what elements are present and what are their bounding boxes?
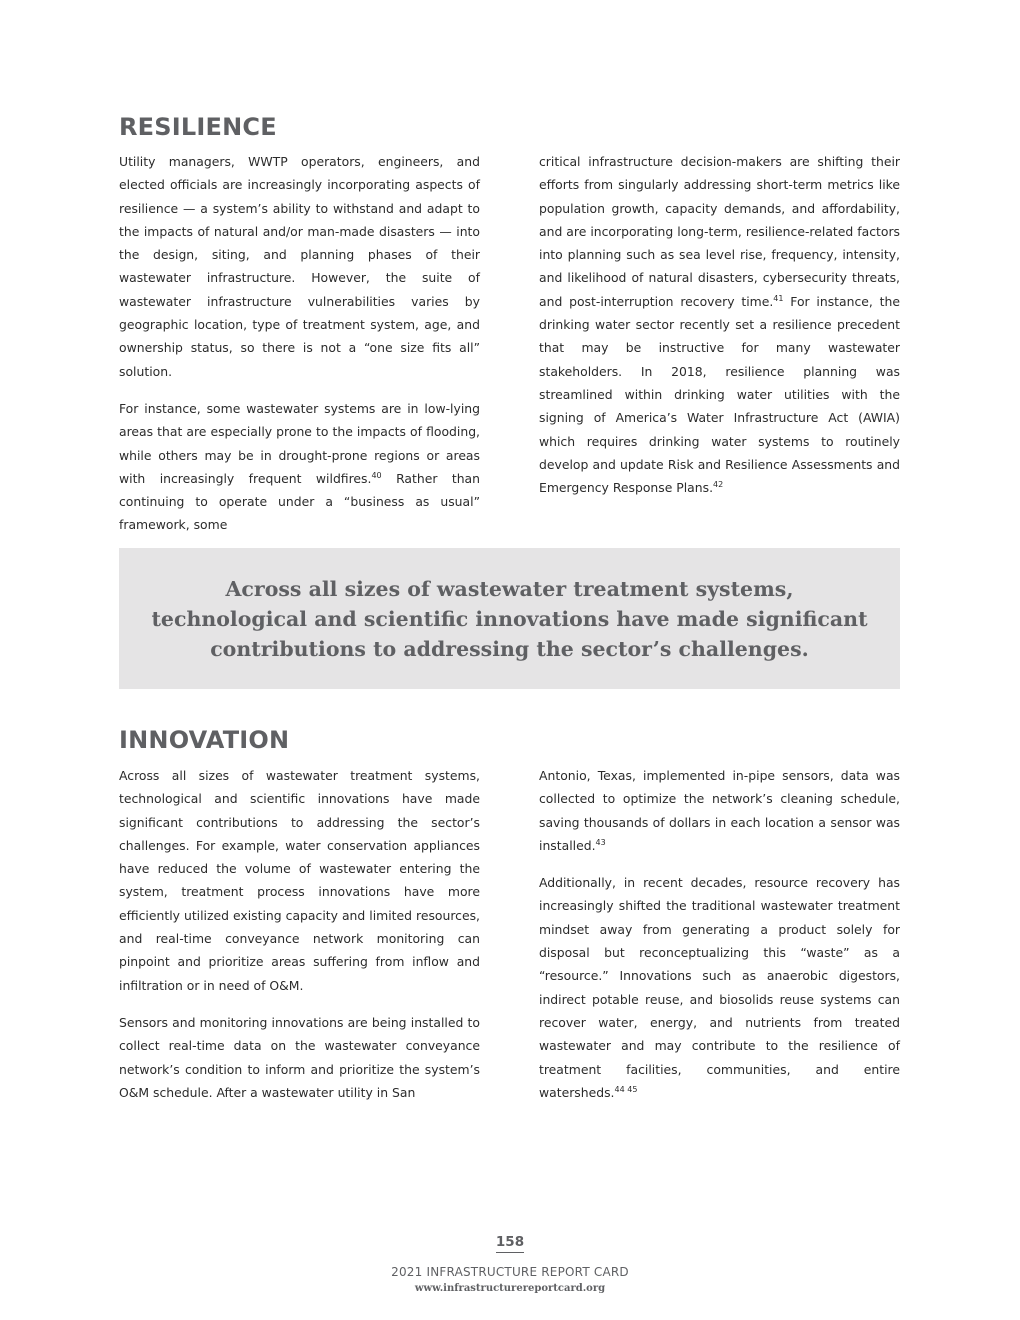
footnote-ref-41: 41 bbox=[773, 293, 784, 303]
footnote-ref-43: 43 bbox=[595, 837, 606, 847]
pull-quote-box bbox=[119, 548, 900, 689]
page-number: 158 bbox=[496, 1234, 524, 1253]
page-number-container bbox=[0, 1231, 1020, 1253]
footnote-ref-44-45: 44 45 bbox=[614, 1084, 638, 1094]
innovation-paragraph-3 bbox=[539, 764, 900, 857]
innovation-paragraph-1: Across all sizes of wastewater treatment systems, technological and scientific innovations have made significant contributions to addressing the sector’s challenges. For example, water conservation appliances have reduced the volume of wastewater entering the system, treatment process innovations have more efficiently utilized existing capacity and limited resources, and real-time conveyance network monitoring can pinpoint and prioritize areas suffering from inflow and infiltration or in need of O&M. bbox=[119, 768, 480, 993]
resilience-right-column bbox=[539, 150, 900, 551]
resilience-paragraph-3-text: critical infrastructure decision-makers are shifting their efforts from singularly addressing short-term metrics like population growth, capacity demands, and affordability, and are incorporating long-term, resilience-related factors into planning such as sea level rise, frequency, intensity, and likelihood of natural disasters, cybersecurity threats, and post-interruption recovery time. bbox=[539, 154, 900, 309]
innovation-heading: INNOVATION bbox=[119, 726, 290, 754]
innovation-body bbox=[119, 764, 900, 1118]
innovation-paragraph-4-text: Additionally, in recent decades, resource recovery has increasingly shifted the traditional wastewater treatment mindset away from generating a product solely for disposal but reconceptualizing this “waste” as a “resource.” Innovations such as anaerobic digestors, indirect potable reuse, and biosolids reuse systems can recover water, energy, and nutrients from treated wastewater and may contribute to the resilience of treatment facilities, communities, and entire watersheds. bbox=[539, 875, 900, 1100]
footer-website-link[interactable]: www.infrastructurereportcard.org bbox=[414, 1283, 606, 1294]
footnote-ref-42: 42 bbox=[713, 480, 724, 490]
resilience-heading: RESILIENCE bbox=[119, 113, 277, 141]
resilience-paragraph-1: Utility managers, WWTP operators, engineers, and elected officials are increasingly incorporating aspects of resilience — a system’s ability to withstand and adapt to the impacts of natural and/or man-made disasters — into the design, siting, and planning phases of their wastewater infrastructure. However, the suite of wastewater infrastructure vulnerabilities varies by geographic location, type of treatment system, age, and ownership status, so there is not a “one size fits all” solution. bbox=[119, 154, 480, 379]
footer-report-title: 2021 INFRASTRUCTURE REPORT CARD bbox=[391, 1265, 629, 1279]
footnote-ref-40: 40 bbox=[371, 470, 382, 480]
innovation-paragraph-4 bbox=[539, 871, 900, 1104]
resilience-paragraph-2-text: For instance, some wastewater systems are in low-lying areas that are especially prone to the impacts of flooding, while others may be in drought-prone regions or areas with increasingly frequent wildfires. bbox=[119, 400, 480, 486]
resilience-paragraph-2 bbox=[119, 397, 480, 537]
resilience-paragraph-3 bbox=[539, 150, 900, 499]
resilience-paragraph-3-text-cont: For instance, the drinking water sector recently set a resilience precedent that may be instructive for many wastewater stakeholders. In 2018, resilience planning was streamlined within drinking water utilities with the signing of America’s Water Infrastructure Act (AWIA) which requires drinking water systems to routinely develop and update Risk and Resilience Assessments and Emergency Response Plans. bbox=[539, 293, 900, 496]
innovation-left-column bbox=[119, 764, 480, 1118]
pull-quote-text: Across all sizes of wastewater treatment systems, technological and scientific innovations have made significant contributions to addressing the sector’s challenges. bbox=[151, 576, 868, 661]
resilience-left-column bbox=[119, 150, 480, 551]
innovation-paragraph-3-text: Antonio, Texas, implemented in-pipe sensors, data was collected to optimize the network’s cleaning schedule, saving thousands of dollars in each location a sensor was installed. bbox=[539, 768, 900, 853]
resilience-body bbox=[119, 150, 900, 551]
innovation-paragraph-2: Sensors and monitoring innovations are being installed to collect real-time data on the wastewater conveyance network’s condition to inform and prioritize the system’s O&M schedule. After a wastewater utility in San bbox=[119, 1014, 480, 1100]
innovation-right-column bbox=[539, 764, 900, 1118]
resilience-paragraph-2-text-cont: Rather than continuing to operate under a “business as usual” framework, some bbox=[119, 470, 480, 533]
